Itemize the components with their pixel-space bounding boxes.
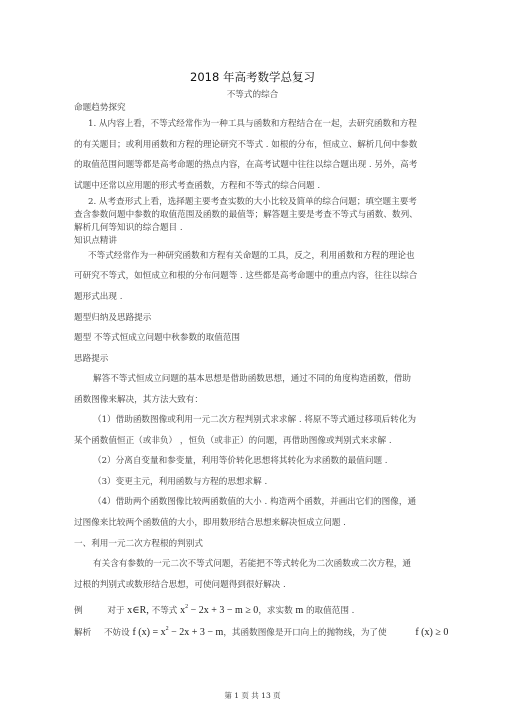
section-heading: 命题趋势探究 [74,103,126,113]
page-footer: 第 1 页 共 13 页 [224,691,281,700]
example-label: 例 [74,606,83,616]
example-text: ，求实数 [258,606,293,616]
paragraph-line: （2）分离自变量和参变量，利用等价转化思想将其转化为求函数的最值问题 . [93,456,388,466]
example-text: 对于 [107,606,125,616]
inequality: $x^2 - 2x + 3 - m \ge 0$ [180,604,259,616]
paragraph-line: （3）变更主元，利用函数与方程的思想求解 . [93,477,268,487]
paragraph-line: 有关含有参数的一元二次不等式问题，若能把不等式转化为二次函数或二次方程，通 [93,559,411,569]
paragraph-line: 过根的判别式或数形结合思想，可使问题得到很好解决 . [74,580,286,590]
paragraph-line: 2. 从考查形式上看，选择题主要考查实数的大小比较及简单的综合问题；填空题主要考 [88,197,417,207]
analysis-line [74,624,448,639]
function-definition: f $(x) = x^2 - 2x + 3 - m$ [132,626,224,638]
section-heading: 题型归纳及思路提示 [74,313,152,323]
example-text: 的取值范围 . [305,606,355,616]
section-heading: 一、利用一元二次方程根的判别式 [74,539,203,549]
document-title: 2018 年高考数学总复习 [190,70,315,84]
paragraph-line: 不等式经常作为一种研究函数和方程有关命题的工具，反之，利用函数和方程的理论也 [88,251,415,261]
paragraph-line: 1. 从内容上看，不等式经常作为一种工具与函数和方程结合在一起，去研究函数和方程 [88,119,417,129]
paragraph-line: 解答不等式恒成立问题的基本思想是借助函数思想，通过不同的角度构造函数，借助 [93,374,411,384]
variable-m: m [295,605,304,616]
paragraph-line: 查含参数问题中参数的取值范围及函数的最值等；解答题主要是考查不等式与函数、数列、 [74,210,418,220]
analysis-text: 不妨设 [103,628,130,638]
example-line [74,602,354,617]
paragraph-line: 的取值范围问题等都是高考命题的热点内容，在高考试题中往往以综合题出现 . 另外，高考 [74,160,418,170]
paragraph-line: 解析几何等知识的综合题目 . [74,223,183,233]
section-heading: 思路提示 [74,354,109,364]
paragraph-line: （4）借助两个函数图像比较两函数值的大小 . 构造两个函数，并画出它们的图像，通 [93,497,417,507]
paragraph-line: 过图像来比较两个函数值的大小，即用数形结合思想来解决恒成立问题 . [74,518,346,528]
paragraph-line: （1）借助函数图像或利用一元二次方程判别式求求解 . 将原不等式通过移项后转化为 [93,415,417,425]
paragraph-line: 某个函数值恒正（或非负） ，恒负（或非正）的问题，再借助图像或判别式来求解 . [74,436,392,446]
example-text: 不等式 [151,606,178,616]
paragraph-line: 的有关题目；或利用函数和方程的理论研究不等式 . 如根的分布，恒成立、解析几何中参数 [74,140,418,150]
section-heading: 题型 不等式恒成立问题中秋参数的取值范围 [74,333,241,343]
analysis-label: 解析 [74,628,92,638]
variable-x: x∈R, [127,605,149,616]
paragraph-line: 题形式出现 . [74,292,123,302]
document-subtitle: 不等式的综合 [226,90,279,100]
paragraph-line: 试题中还常以应用题的形式考查函数，方程和不等式的综合问题 . [74,181,321,191]
paragraph-line: 可研究不等式，如恒成立和根的分布问题等 . 这些都是高考命题中的重点内容，往往以综合 [74,271,418,281]
function-condition: f (x) ≥ 0 [415,627,449,638]
section-heading: 知识点精讲 [74,236,117,246]
analysis-text: ，其函数图像是开口向上的抛物线，为了使 [223,628,387,638]
paragraph-line: 函数图像来解决，其方法大致有： [74,395,203,405]
